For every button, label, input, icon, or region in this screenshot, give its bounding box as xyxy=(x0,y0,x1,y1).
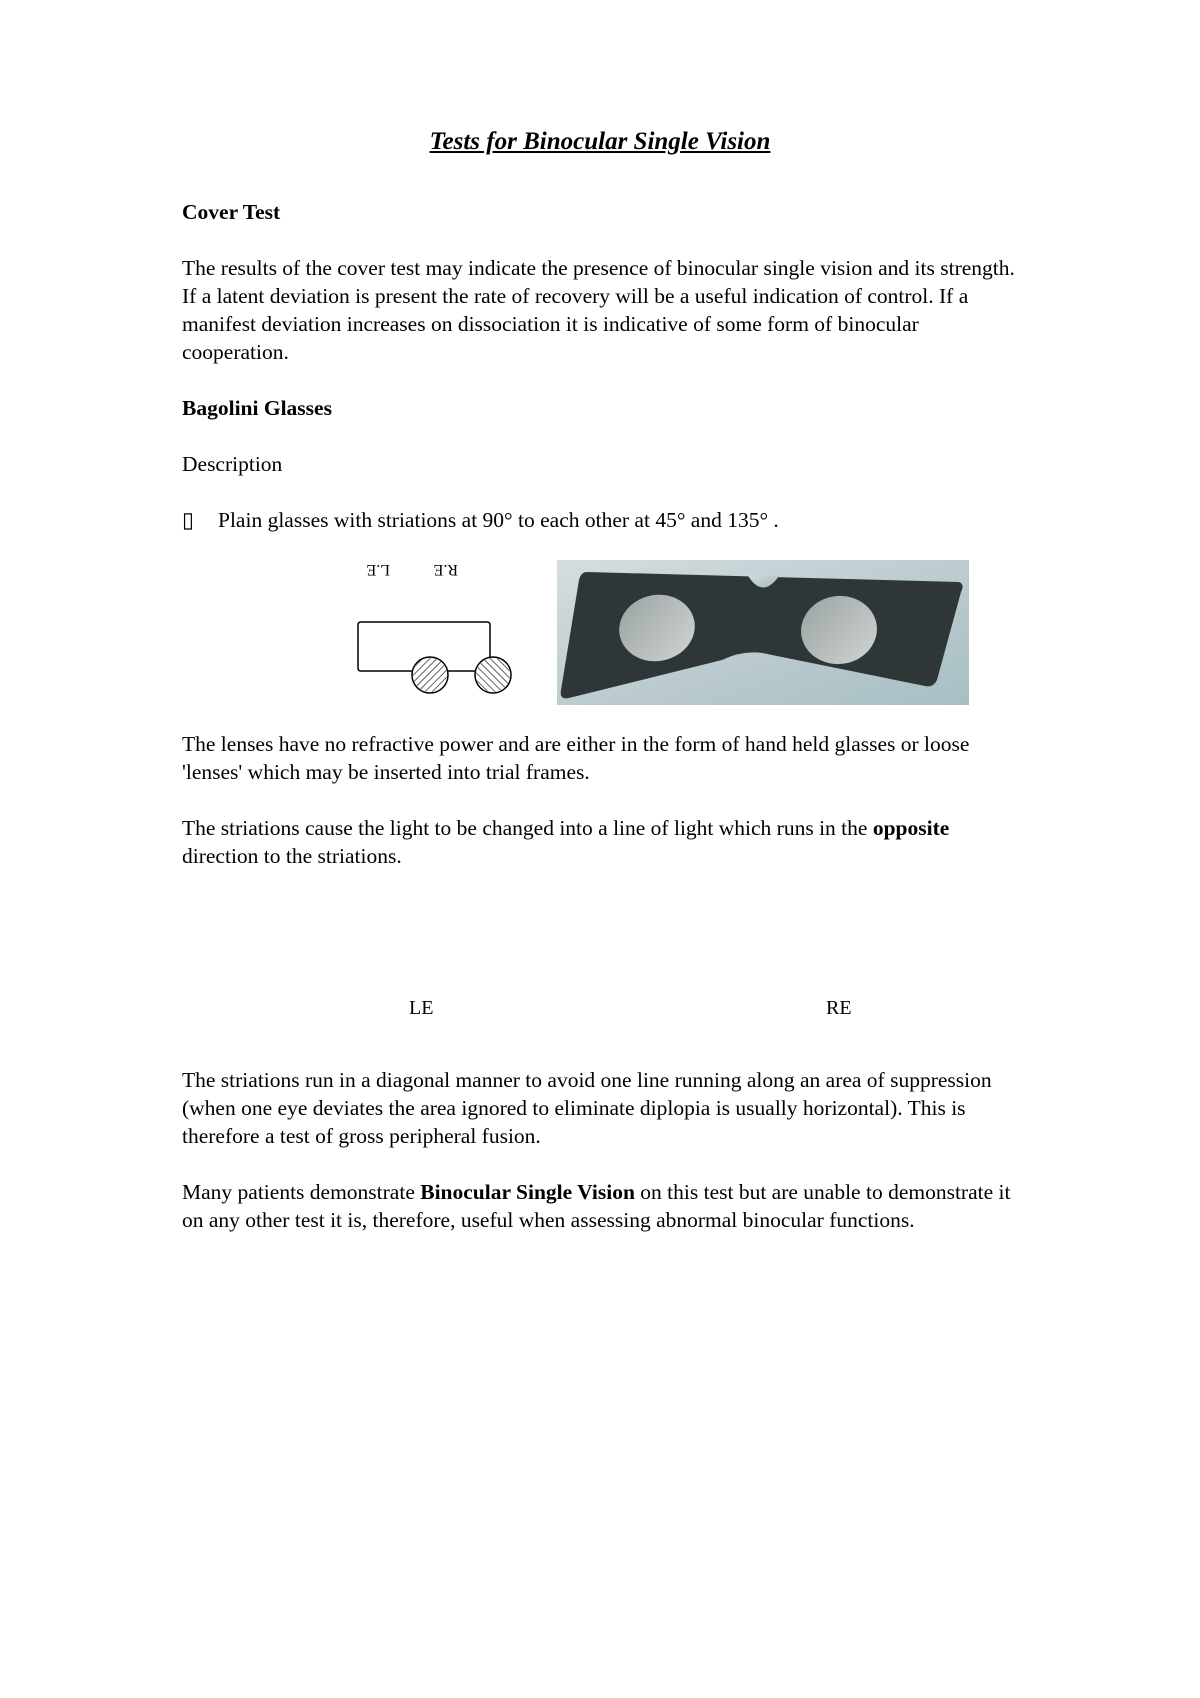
cover-test-heading: Cover Test xyxy=(182,200,281,224)
striations-text-1: The striations cause the light to be changed into a line of light which runs in the xyxy=(182,816,873,840)
bsv-paragraph xyxy=(182,1178,1022,1234)
left-eye-label: LE xyxy=(409,997,434,1019)
page-title: Tests for Binocular Single Vision xyxy=(429,128,771,155)
lenses-paragraph: The lenses have no refractive power and are either in the form of hand held glasses or loose 'lenses' which may be inserted into trial frames. xyxy=(182,732,970,784)
diagram-label-right: R.E xyxy=(433,561,458,578)
bsv-emphasis: Binocular Single Vision xyxy=(420,1180,635,1204)
bsv-text-1: Many patients demonstrate xyxy=(182,1180,421,1204)
striations-text-2: direction to the striations. xyxy=(182,844,402,868)
bsv-text-2: on this test but are unable to demonstrate it on any other test it is, therefore, useful when assessing abnormal binocular functions. xyxy=(182,1180,1011,1232)
bagolini-heading: Bagolini Glasses xyxy=(182,396,332,420)
glasses-schematic xyxy=(350,540,530,705)
right-eye-label: RE xyxy=(826,997,852,1019)
opposite-emphasis: opposite xyxy=(872,816,950,840)
cover-test-paragraph: The results of the cover test may indicate the presence of binocular single vision and its strength. If a latent deviation is present the rate of recovery will be a useful indication of control. If a manifest deviation increases on dissociation it is indicative of some form of binocular cooperation. xyxy=(182,256,1015,364)
striations-paragraph xyxy=(182,814,1022,870)
diagram-label-left: L.E xyxy=(366,561,390,578)
bullet-text: Plain glasses with striations at 90° to each other at 45° and 135° . xyxy=(218,508,779,532)
diagonal-paragraph: The striations run in a diagonal manner to avoid one line running along an area of suppression (when one eye deviates the area ignored to eliminate diplopia is usually horizontal). This is therefore a test of gross peripheral fusion. xyxy=(182,1068,992,1148)
bullet-icon: ▯ xyxy=(182,508,194,532)
bagolini-glasses-photo xyxy=(557,560,969,705)
right-lens-striations xyxy=(476,658,510,692)
description-subheading: Description xyxy=(182,452,283,476)
left-lens-striations xyxy=(413,658,447,692)
